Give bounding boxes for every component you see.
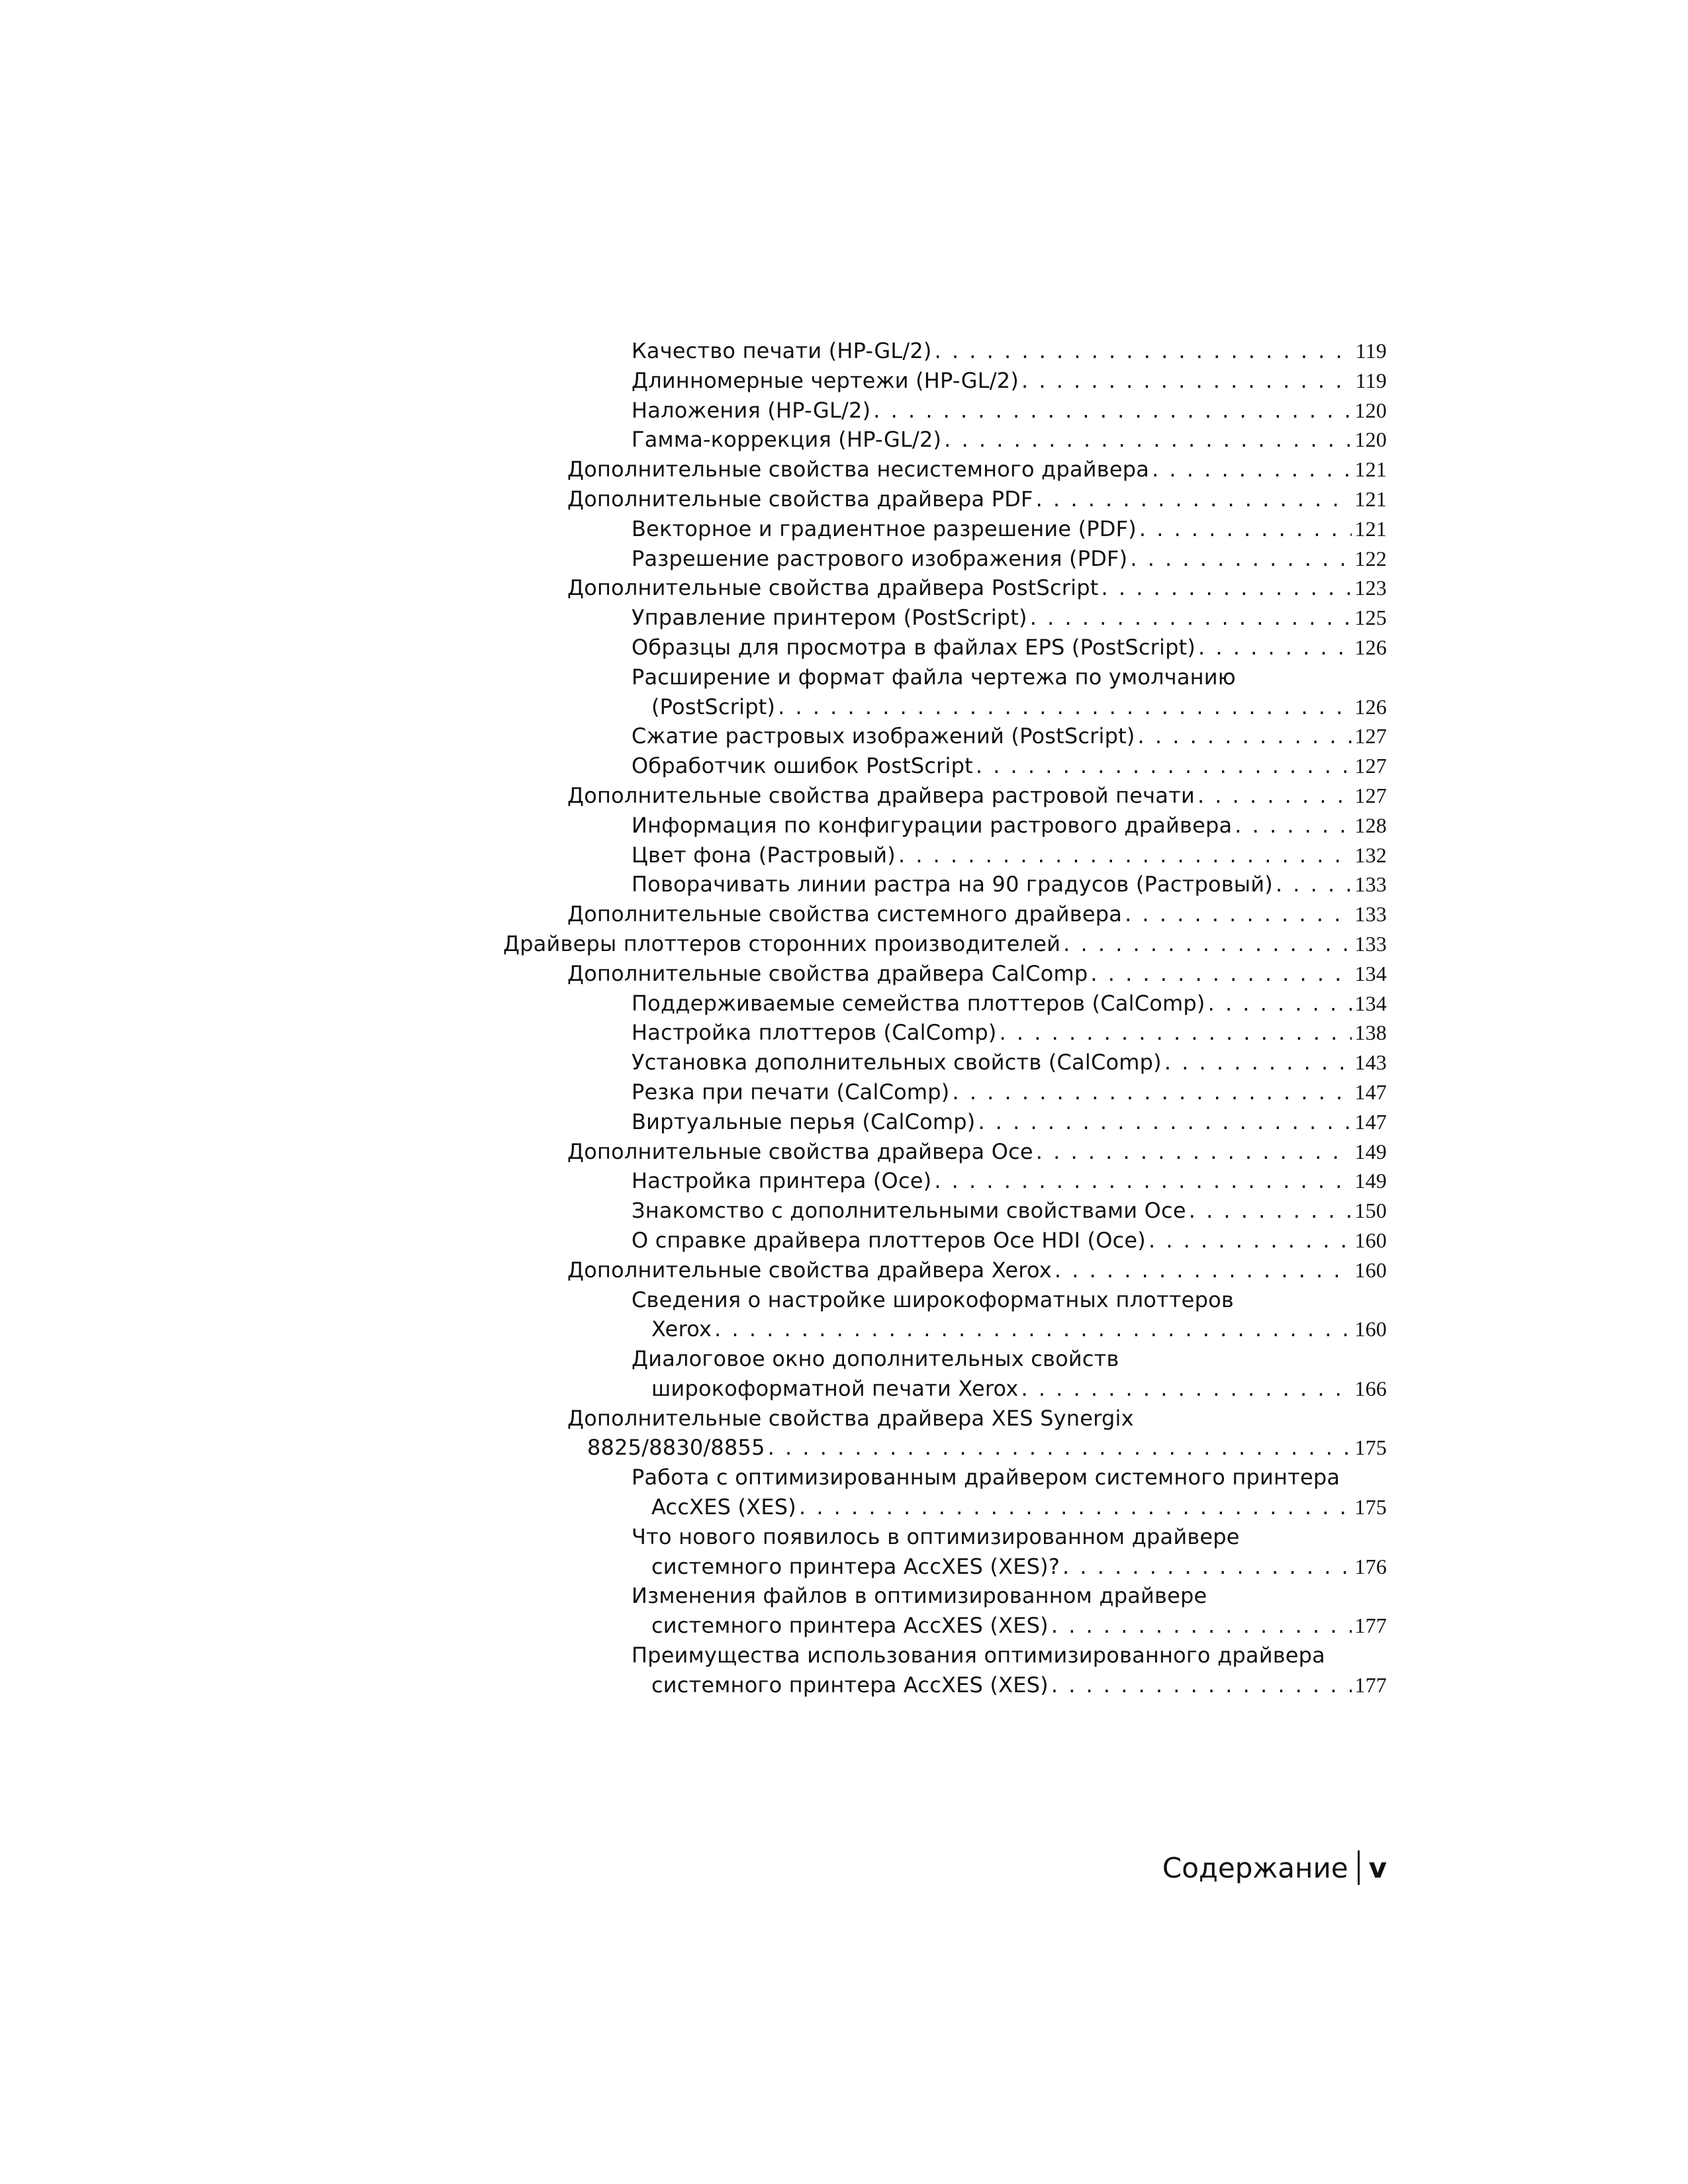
toc-entry-title: Обработчик ошибок PostScript	[632, 753, 973, 779]
toc-entry[interactable]	[503, 396, 1387, 426]
toc-dot-leader	[1062, 1552, 1352, 1582]
toc-entry-title: 8825/8830/8855	[587, 1435, 765, 1461]
toc-dot-leader	[1164, 1048, 1352, 1077]
toc-entry[interactable]	[503, 1641, 1387, 1700]
toc-entry-title: Векторное и градиентное разрешение (PDF)	[632, 516, 1137, 541]
toc-entry-title: Изменения файлов в оптимизированном драйвере	[632, 1583, 1207, 1609]
toc-page-number: 122	[1354, 546, 1387, 570]
toc-entry-title: Сведения о настройке широкоформатных плоттеров	[632, 1287, 1234, 1312]
toc-dot-leader	[1139, 514, 1352, 544]
toc-dot-leader	[1208, 989, 1352, 1019]
toc-dot-leader	[898, 841, 1352, 870]
toc-entry[interactable]	[503, 899, 1387, 929]
toc-entry-title: Установка дополнительных свойств (CalComp)	[632, 1050, 1162, 1075]
toc-page-number: 134	[1354, 961, 1387, 985]
toc-dot-leader	[1197, 781, 1352, 811]
toc-page-number: 177	[1354, 1614, 1387, 1638]
toc-page-number: 127	[1354, 724, 1387, 749]
toc-page-number: 176	[1354, 1554, 1387, 1578]
toc-entry[interactable]	[503, 425, 1387, 455]
toc-entry[interactable]	[503, 1522, 1387, 1582]
toc-page-number: 133	[1354, 902, 1387, 927]
toc-page-number: 126	[1354, 635, 1387, 659]
toc-entry-title: Драйверы плоттеров сторонних производителей	[503, 931, 1061, 956]
toc-page-number: 132	[1354, 842, 1387, 867]
toc-entry[interactable]	[503, 484, 1387, 514]
table-of-contents	[503, 336, 1387, 1700]
toc-dot-leader	[1138, 721, 1352, 751]
toc-entry-title: Дополнительные свойства драйвера PostScript	[567, 575, 1099, 601]
toc-page-number: 123	[1354, 576, 1387, 600]
toc-entry-title: Дополнительные свойства системного драйвера	[567, 901, 1123, 927]
toc-entry[interactable]	[503, 929, 1387, 959]
toc-entry-title: Образцы для просмотра в файлах EPS (PostScript)	[632, 634, 1196, 660]
toc-page-number: 143	[1354, 1050, 1387, 1075]
toc-entry[interactable]	[503, 1404, 1387, 1463]
toc-entry-title: Виртуальные перья (CalComp)	[632, 1109, 976, 1134]
toc-dot-leader	[799, 1492, 1352, 1522]
footer-page-number: v	[1368, 1851, 1387, 1884]
toc-page-number: 125	[1354, 606, 1387, 630]
toc-entry-title: Наложения (HP-GL/2)	[632, 397, 871, 423]
toc-page-number: 147	[1354, 1109, 1387, 1134]
toc-entry-title: Дополнительные свойства драйвера растровой печати	[567, 782, 1195, 808]
toc-entry-title: Знакомство с дополнительными свойствами Oce	[632, 1198, 1186, 1224]
toc-page-number: 121	[1354, 457, 1387, 482]
toc-page-number: 149	[1354, 1139, 1387, 1163]
toc-entry-title: Работа с оптимизированным драйвером системного принтера	[632, 1465, 1340, 1490]
toc-dot-leader	[934, 1166, 1352, 1196]
toc-page-number: 120	[1354, 398, 1387, 422]
toc-entry-title: Гамма-коррекция (HP-GL/2)	[632, 427, 942, 453]
toc-dot-leader	[1000, 1018, 1352, 1048]
toc-page-number: 138	[1354, 1021, 1387, 1045]
toc-page-number: 175	[1354, 1495, 1387, 1520]
toc-page-number: 133	[1354, 931, 1387, 956]
toc-page-number: 175	[1354, 1435, 1387, 1460]
toc-page-number: 121	[1354, 486, 1387, 511]
toc-entry-title: системного принтера AccXES (XES)	[651, 1613, 1049, 1639]
toc-page-number: 128	[1354, 813, 1387, 837]
toc-entry[interactable]	[503, 841, 1387, 870]
toc-page-number: 149	[1354, 1169, 1387, 1193]
toc-entry[interactable]	[503, 573, 1387, 603]
toc-entry-title: Xerox	[651, 1316, 712, 1342]
toc-dot-leader	[976, 751, 1352, 781]
toc-page-number: 121	[1354, 516, 1387, 541]
toc-entry[interactable]	[503, 633, 1387, 662]
toc-dot-leader	[1125, 899, 1352, 929]
toc-entry[interactable]	[503, 1166, 1387, 1196]
toc-entry-title: Информация по конфигурации растрового драйвера	[632, 812, 1233, 838]
toc-entry[interactable]	[503, 455, 1387, 484]
toc-entry-title: Настройка плоттеров (CalComp)	[632, 1020, 997, 1046]
toc-dot-leader	[778, 692, 1352, 722]
toc-entry[interactable]	[503, 366, 1387, 396]
toc-entry[interactable]	[503, 781, 1387, 811]
toc-entry-title: Управление принтером (PostScript)	[632, 605, 1027, 631]
toc-entry-title: Настройка принтера (Oce)	[632, 1168, 932, 1194]
toc-page-number: 127	[1354, 783, 1387, 807]
toc-dot-leader	[1149, 1226, 1352, 1255]
toc-entry[interactable]	[503, 751, 1387, 781]
toc-dot-leader	[1021, 366, 1353, 396]
toc-page-number: 119	[1355, 339, 1387, 363]
toc-page-number: 120	[1354, 428, 1387, 452]
toc-page-number: 127	[1354, 754, 1387, 778]
toc-dot-leader	[1030, 603, 1352, 633]
toc-entry-title: Дополнительные свойства драйвера CalComp	[567, 960, 1088, 986]
toc-entry-title: Дополнительные свойства драйвера Oce	[567, 1138, 1033, 1164]
toc-entry-title: Поворачивать линии растра на 90 градусов (Растровый)	[632, 872, 1273, 897]
toc-entry-title: широкоформатной печати Xerox	[651, 1375, 1019, 1401]
toc-entry-title: (PostScript)	[651, 694, 776, 719]
toc-entry[interactable]	[503, 514, 1387, 544]
toc-page-number: 147	[1354, 1079, 1387, 1104]
toc-entry-title: Длинномерные чертежи (HP-GL/2)	[632, 367, 1019, 393]
toc-entry-title: Резка при печати (CalComp)	[632, 1079, 950, 1105]
toc-entry[interactable]	[503, 544, 1387, 574]
footer-separator	[1358, 1850, 1360, 1885]
toc-dot-leader	[944, 425, 1352, 455]
toc-page-number: 150	[1354, 1199, 1387, 1223]
toc-dot-leader	[1276, 870, 1352, 899]
toc-dot-leader	[1051, 1611, 1352, 1641]
toc-entry[interactable]	[503, 989, 1387, 1019]
toc-entry[interactable]	[503, 1048, 1387, 1077]
toc-dot-leader	[873, 396, 1352, 426]
toc-entry-title: Цвет фона (Растровый)	[632, 842, 896, 868]
toc-page-number: 119	[1355, 368, 1387, 392]
toc-entry[interactable]	[503, 959, 1387, 989]
toc-entry-title: Дополнительные свойства драйвера PDF	[567, 486, 1033, 512]
toc-dot-leader	[935, 336, 1353, 366]
toc-entry[interactable]	[503, 1018, 1387, 1048]
toc-entry[interactable]	[503, 1255, 1387, 1285]
toc-dot-leader	[1235, 811, 1352, 841]
toc-entry-title: системного принтера AccXES (XES)	[651, 1672, 1049, 1698]
toc-entry-title: Поддерживаемые семейства плоттеров (CalComp)	[632, 990, 1205, 1016]
toc-page-number: 134	[1354, 991, 1387, 1015]
toc-entry-title: Дополнительные свойства несистемного драйвера	[567, 457, 1150, 482]
toc-page-number: 166	[1354, 1376, 1387, 1400]
toc-entry[interactable]	[503, 1196, 1387, 1226]
toc-entry[interactable]	[503, 336, 1387, 366]
toc-page-number: 160	[1354, 1317, 1387, 1342]
toc-dot-leader	[714, 1314, 1352, 1344]
toc-dot-leader	[1036, 1137, 1352, 1167]
toc-entry-title: Разрешение растрового изображения (PDF)	[632, 545, 1128, 571]
toc-page-number: 160	[1354, 1257, 1387, 1282]
toc-page-number: 133	[1354, 872, 1387, 897]
toc-dot-leader	[978, 1107, 1352, 1137]
toc-entry[interactable]	[503, 721, 1387, 751]
toc-entry[interactable]	[503, 1226, 1387, 1255]
page-footer	[1162, 1850, 1387, 1885]
toc-entry[interactable]	[503, 870, 1387, 899]
toc-dot-leader	[1055, 1255, 1352, 1285]
toc-dot-leader	[768, 1433, 1352, 1463]
toc-entry[interactable]	[503, 662, 1387, 722]
toc-entry-title: системного принтера AccXES (XES)?	[651, 1553, 1060, 1579]
footer-section-title: Содержание	[1162, 1851, 1348, 1884]
toc-dot-leader	[1021, 1374, 1352, 1404]
toc-entry[interactable]	[503, 1285, 1387, 1345]
toc-entry-title: Сжатие растровых изображений (PostScript)	[632, 723, 1135, 749]
toc-dot-leader	[1198, 633, 1352, 662]
toc-dot-leader	[1063, 929, 1352, 959]
toc-dot-leader	[952, 1077, 1352, 1107]
toc-entry-title: Диалоговое окно дополнительных свойств	[632, 1346, 1119, 1372]
toc-entry[interactable]	[503, 811, 1387, 841]
toc-entry-title: Расширение и формат файла чертежа по умолчанию	[632, 664, 1236, 690]
toc-entry[interactable]	[503, 1463, 1387, 1522]
toc-entry[interactable]	[503, 1344, 1387, 1404]
toc-dot-leader	[1090, 959, 1352, 989]
toc-entry[interactable]	[503, 1137, 1387, 1167]
toc-entry[interactable]	[503, 1077, 1387, 1107]
toc-page-number: 126	[1354, 694, 1387, 719]
toc-dot-leader	[1102, 573, 1352, 603]
toc-dot-leader	[1036, 484, 1352, 514]
toc-entry-title: Качество печати (HP-GL/2)	[632, 338, 932, 363]
toc-entry[interactable]	[503, 1581, 1387, 1641]
toc-dot-leader	[1130, 544, 1352, 574]
toc-entry-title: AccXES (XES)	[651, 1494, 796, 1520]
toc-dot-leader	[1051, 1670, 1352, 1700]
toc-entry-title: Преимущества использования оптимизированного драйвера	[632, 1643, 1325, 1668]
toc-page-number: 160	[1354, 1228, 1387, 1252]
toc-entry[interactable]	[503, 1107, 1387, 1137]
toc-page-number: 177	[1354, 1672, 1387, 1697]
toc-entry-title: Что нового появилось в оптимизированном драйвере	[632, 1524, 1240, 1549]
toc-dot-leader	[1189, 1196, 1352, 1226]
toc-entry[interactable]	[503, 603, 1387, 633]
toc-entry-title: Дополнительные свойства драйвера XES Synergix	[567, 1405, 1134, 1431]
toc-entry-title: Дополнительные свойства драйвера Xerox	[567, 1257, 1052, 1283]
toc-entry-title: О справке драйвера плоттеров Oce HDI (Oce)	[632, 1227, 1146, 1253]
toc-dot-leader	[1152, 455, 1352, 484]
